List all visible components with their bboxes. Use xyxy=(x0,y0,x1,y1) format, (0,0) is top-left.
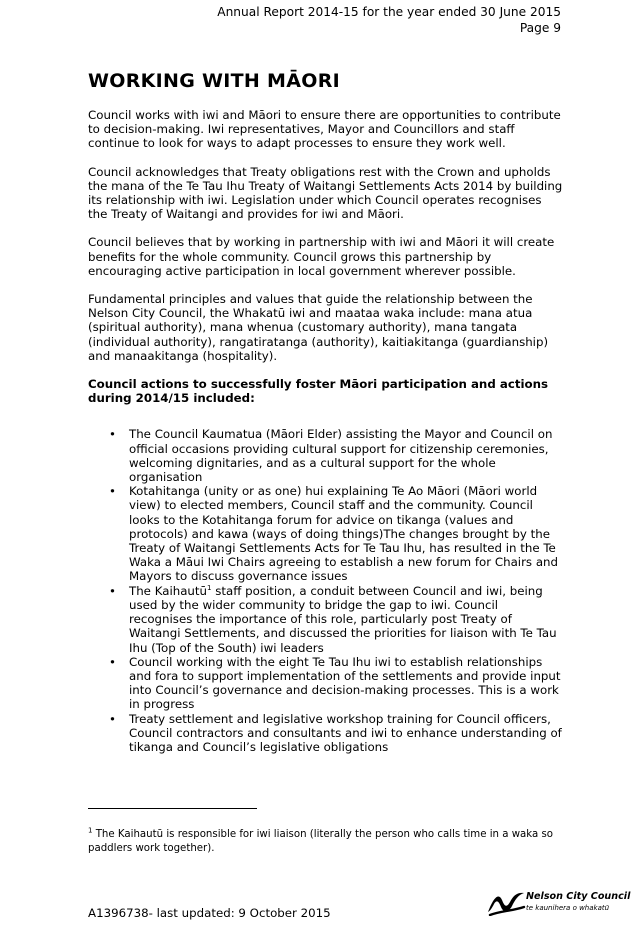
logo-name: Nelson City Council xyxy=(526,891,631,902)
footnote xyxy=(88,828,564,856)
list-item xyxy=(88,712,564,755)
bullet-icon: • xyxy=(109,427,116,442)
bullet-icon: • xyxy=(109,654,116,669)
bullet-icon: • xyxy=(109,711,116,726)
list-item-text: Kotahitanga (unity or as one) hui explaining Te Ao Māori (Māori world view) to elected members, Council staff and the community. Council looks to the Kotahitanga forum for advice on tikanga (values and protocols) and kawa (ways of doing things)The changes brought by the Treaty of Waitangi Settlements Acts for Te Tau Ihu, has resulted in the Te Waka a Māui Iwi Chairs agreeing to establish a new forum for Chairs and Mayors to discuss governance issues xyxy=(129,484,559,584)
bullet-icon: • xyxy=(109,484,116,499)
logo-tagline: te kaunihera o whakatū xyxy=(526,904,610,912)
list-item-text: Council working with the eight Te Tau Ihu iwi to establish relationships and fora to support implementation of the settlements and provide input into Council’s governance and decision-making processes. This is a work in progress xyxy=(129,654,561,712)
list-item-text: The Council Kaumatua (Māori Elder) assisting the Mayor and Council on official occasions providing cultural support for citizenship ceremonies, welcoming dignitaries, and as a cultural support for the whole organisation xyxy=(129,427,553,485)
footnote-divider xyxy=(88,808,257,809)
footnote-number: 1 xyxy=(88,826,93,835)
list-item-lead: The Kaihautū xyxy=(129,583,208,598)
list-item xyxy=(88,484,564,583)
bullet-icon: • xyxy=(109,583,116,598)
principles-paragraph: Fundamental principles and values that guide the relationship between the Nelson City Council, the Whakatū iwi and maataa waka include: mana atua (spiritual authority), mana whenua (customary authority), mana tangata (individual authority), rangatiratanga (authority), kaitiakitanga (guardianship) and manaakitanga (hospitality). xyxy=(88,292,549,363)
list-item xyxy=(88,427,564,484)
report-title-line: Annual Report 2014-15 for the year ended 30 June 2015 xyxy=(217,5,561,19)
partnership-paragraph: Council believes that by working in partnership with iwi and Māori it will create benefits for the whole community. Council grows this partnership by encouraging active participation in local government wherever possible. xyxy=(88,235,555,278)
list-item xyxy=(88,584,564,655)
footnote-reference[interactable]: 1 xyxy=(207,583,212,592)
actions-heading: Council actions to successfully foster Māori participation and actions during 2014/15 included: xyxy=(88,377,549,406)
page-header xyxy=(217,4,561,36)
intro-paragraph: Council works with iwi and Māori to ensure there are opportunities to contribute to decision-making. Iwi representatives, Mayor and Councillors and staff continue to look for ways to adapt processes to ensure they work well. xyxy=(88,108,561,151)
actions-list xyxy=(88,427,564,754)
nelson-city-council-wave-icon xyxy=(486,890,526,916)
main-content xyxy=(88,108,564,754)
page-number: Page 9 xyxy=(519,21,561,35)
list-item-rest: staff position, a conduit between Council and iwi, being used by the wider community to bridge the gap to iwi. Council recognises the importance of this role, particularly post Treaty of Waitangi Settlements, and discussed the priorities for liaison with Te Tau Ihu (Top of the South) iwi leaders xyxy=(129,583,557,655)
treaty-paragraph: Council acknowledges that Treaty obligations rest with the Crown and upholds the mana of the Te Tau Ihu Treaty of Waitangi Settlements Acts 2014 by building its relationship with iwi. Legislation under which Council operates recognises the Treaty of Waitangi and provides for iwi and Māori. xyxy=(88,164,563,222)
section-title: WORKING WITH MĀORI xyxy=(88,70,341,92)
document-id: A1396738- last updated: 9 October 2015 xyxy=(88,906,331,920)
council-logo xyxy=(486,890,631,916)
footnote-text: The Kaihautū is responsible for iwi liaison (literally the person who calls time in a waka so paddlers work together). xyxy=(88,829,554,854)
list-item-text xyxy=(129,584,557,655)
list-item-text: Treaty settlement and legislative workshop training for Council officers, Council contractors and consultants and iwi to enhance understanding of tikanga and Council’s legislative obligations xyxy=(129,711,562,754)
list-item xyxy=(88,655,564,712)
